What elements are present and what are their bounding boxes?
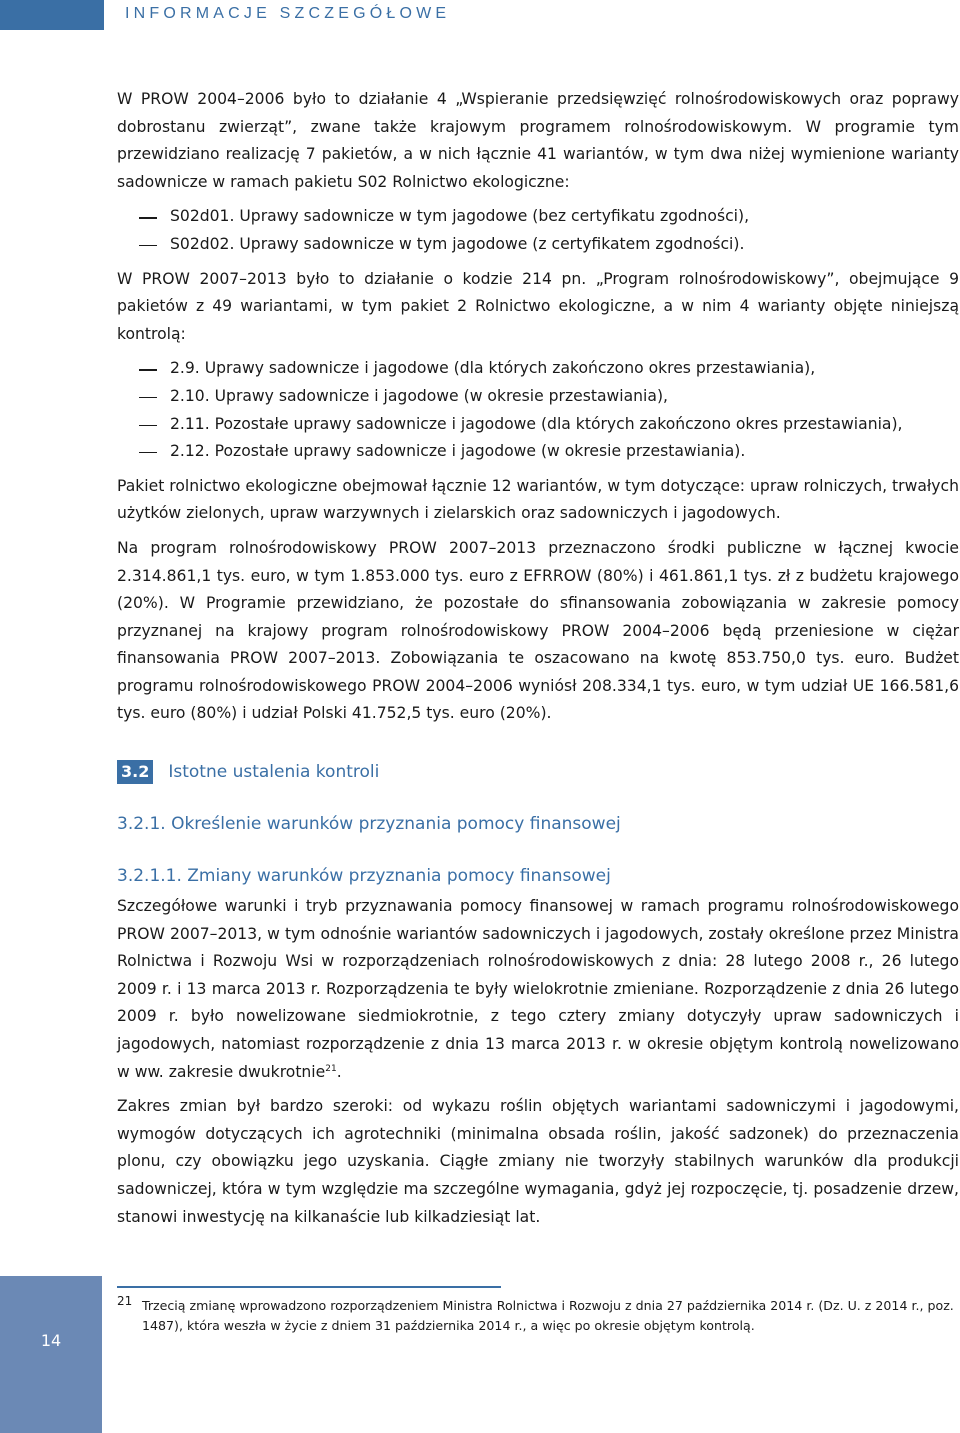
list-item: 2.10. Uprawy sadownicze i jagodowe (w okresie przestawiania), xyxy=(117,383,959,411)
section-header: INFORMACJE SZCZEGÓŁOWE xyxy=(125,5,451,22)
paragraph: Zakres zmian był bardzo szeroki: od wykazu roślin objętych wariantami sadowniczymi i jagodowymi, wymogów dotyczących ich agrotechniki (minimalna obsada roślin, jakość sadzonek) do przeznaczenia plonu, czy obowiązku jego uzyskania. Ciągłe zmiany nie tworzyły stabilnych warunków dla produkcji sadowniczej, która w tym względzie ma szczególne wymagania, gdyż jej rozpoczęcie, tj. posadzenie drzew, stanowi inwestycję na kilkanaście lub kilkadziesiąt lat. xyxy=(117,1097,959,1226)
paragraph xyxy=(117,893,959,1086)
paragraph-text: Szczegółowe warunki i tryb przyznawania pomocy finansowej w ramach programu rolnośrodowiskowego PROW 2007–2013, w tym odnośnie wariantów sadowniczych i jagodowych, zostały określone przez Ministra Rolnictwa i Rozwoju Wsi w rozporządzeniach rolnośrodowiskowych z dnia: 28 lutego 2008 r., 26 lutego 2009 r. i 13 marca 2013 r. Rozporządzenia te były wielokrotnie zmieniane. Rozporządzenie z dnia 26 lutego 2009 r. było nowelizowane siedmiokrotnie, z tego cztery zmiany dotyczyły upraw sadowniczych i jagodowych, natomiast rozporządzenie z dnia 13 marca 2013 r. w okresie objętym kontrolą nowelizowano w ww. zakresie dwukrotnie xyxy=(117,897,959,1081)
subsubsection-heading: 3.2.1.1. Zmiany warunków przyznania pomocy finansowej xyxy=(117,866,611,887)
footnote-text: Trzecią zmianę wprowadzono rozporządzeniem Ministra Rolnictwa i Rozwoju z dnia 27 października 2014 r. (Dz. U. z 2014 r., poz. 1487), która weszła w życie z dniem 31 października 2014 r., a więc po okresie objętym kontrolą. xyxy=(142,1298,954,1333)
paragraph: W PROW 2004–2006 było to działanie 4 „Wspieranie przedsięwzięć rolnośrodowiskowych oraz poprawy dobrostanu zwierząt”, zwane także krajowym programem rolnośrodowiskowym. W programie tym przewidziano realizację 7 pakietów, a w nich łącznie 41 wariantów, w tym dwa niżej wymienione warianty sadownicze w ramach pakietu S02 Rolnictwo ekologiczne: xyxy=(117,90,959,191)
paragraph: Na program rolnośrodowiskowy PROW 2007–2013 przeznaczono środki publiczne w łącznej kwocie 2.314.861,1 tys. euro, w tym 1.853.000 tys. euro z EFRROW (80%) i 461.861,1 tys. zł z budżetu krajowego (20%). W Programie przewidziano, że pozostałe do sfinansowania zobowiązania w zakresie pomocy przyznanej na krajowy program rolnośrodowiskowy PROW 2004–2006 będą przeniesione w ciężar finansowania PROW 2007–2013. Zobowiązania te oszacowano na kwotę 853.750,0 tys. euro. Budżet programu rolnośrodowiskowego PROW 2004–2006 wyniósł 208.334,1 tys. euro, w tym udział UE 166.581,6 tys. euro (80%) i udział Polski 41.752,5 tys. euro (20%). xyxy=(117,538,959,723)
list-item: S02d02. Uprawy sadownicze w tym jagodowe (z certyfikatem zgodności). xyxy=(117,231,959,259)
list-item: 2.9. Uprawy sadownicze i jagodowe (dla których zakończono okres przestawiania), xyxy=(117,355,959,383)
variant-list-2004 xyxy=(117,203,959,258)
section-heading xyxy=(117,760,959,784)
paragraph-end: . xyxy=(336,1062,342,1081)
list-item: 2.12. Pozostałe uprawy sadownicze i jagodowe (w okresie przestawiania). xyxy=(117,438,959,466)
page-number: 14 xyxy=(40,1331,62,1350)
header-color-bar xyxy=(0,0,104,30)
list-item: 2.11. Pozostałe uprawy sadownicze i jagodowe (dla których zakończono okres przestawiania), xyxy=(117,411,959,439)
subsection-heading: 3.2.1. Określenie warunków przyznania pomocy finansowej xyxy=(117,814,621,835)
list-item: S02d01. Uprawy sadownicze w tym jagodowe (bez certyfikatu zgodności), xyxy=(117,203,959,231)
main-content xyxy=(117,86,959,1238)
paragraph: Pakiet rolnictwo ekologiczne obejmował łącznie 12 wariantów, w tym dotyczące: upraw rolniczych, trwałych użytków zielonych, upraw warzywnych i zielarskich oraz sadowniczych i jagodowych. xyxy=(117,476,959,523)
page-number-block xyxy=(0,1276,102,1433)
variant-list-2007 xyxy=(117,355,959,465)
footnote-number: 21 xyxy=(117,1294,133,1308)
footnote-divider xyxy=(117,1286,501,1288)
section-title: Istotne ustalenia kontroli xyxy=(168,762,380,783)
footnote-reference[interactable]: 21 xyxy=(325,1063,337,1074)
section-number-badge: 3.2 xyxy=(117,760,153,784)
paragraph: W PROW 2007–2013 było to działanie o kodzie 214 pn. „Program rolnośrodowiskowy”, obejmujące 9 pakietów z 49 wariantami, w tym pakiet 2 Rolnictwo ekologiczne, a w nim 4 warianty objęte niniejszą kontrolą: xyxy=(117,269,959,343)
